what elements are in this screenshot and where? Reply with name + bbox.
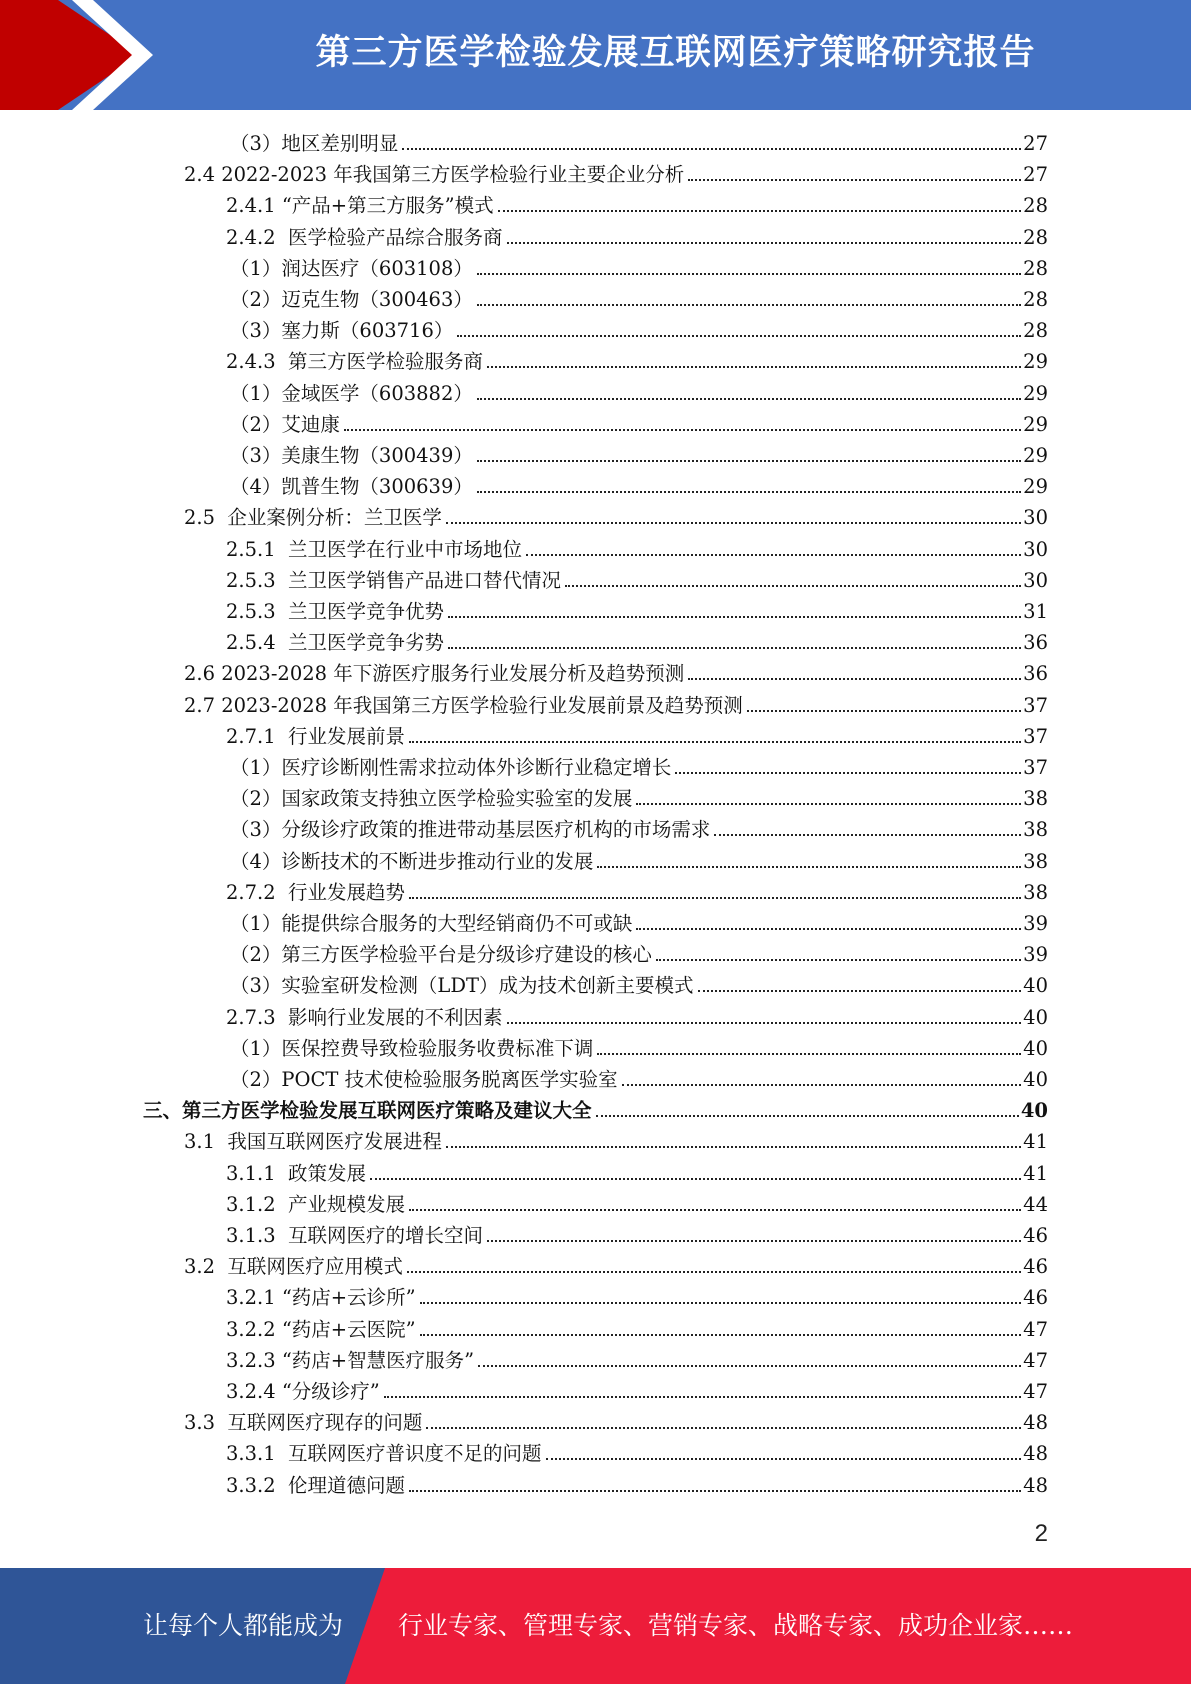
toc-entry[interactable] <box>226 187 1048 218</box>
toc-entry-label: 2.7 2023-2028 年我国第三方医学检验行业发展前景及趋势预测 <box>184 693 743 717</box>
toc-entry-label: 2.4.2 医学检验产品综合服务商 <box>226 225 503 249</box>
toc-entry-label: （1）医保控费导致检验服务收费标准下调 <box>230 1036 594 1060</box>
toc-entry-page: 37 <box>1023 693 1048 717</box>
toc-leader-dots <box>420 1302 1022 1304</box>
toc-entry-label: 3.2 互联网医疗应用模式 <box>184 1255 403 1279</box>
toc-entry[interactable] <box>230 468 1048 499</box>
toc-entry-label: （4）凯普生物（300639） <box>230 475 473 499</box>
toc-entry-label: （1）能提供综合服务的大型经销商仍不可或缺 <box>230 912 633 935</box>
toc-leader-dots <box>597 866 1021 868</box>
toc-entry-page: 29 <box>1023 381 1048 405</box>
toc-leader-dots <box>478 1365 1021 1367</box>
toc-entry-label: （3）实验室研发检测（LDT）成为技术创新主要模式 <box>230 974 694 998</box>
toc-leader-dots <box>409 741 1021 743</box>
toc-entry-page: 31 <box>1023 600 1048 623</box>
toc-entry-label: 3.2.1 “药店+云诊所” <box>226 1286 416 1310</box>
toc-entry-page: 48 <box>1023 1411 1048 1435</box>
toc-entry-label: （1）金域医学（603882） <box>230 381 473 405</box>
toc-entry-page: 38 <box>1023 818 1048 842</box>
toc-leader-dots <box>420 1334 1022 1336</box>
toc-entry-label: 2.4 2022-2023 年我国第三方医学检验行业主要企业分析 <box>184 163 685 187</box>
toc-leader-dots <box>477 491 1021 493</box>
toc-entry[interactable] <box>230 811 1048 842</box>
toc-entry-label: 3.1.2 产业规模发展 <box>226 1192 406 1216</box>
toc-entry-page: 46 <box>1023 1255 1048 1279</box>
toc-entry-label: （2）国家政策支持独立医学检验实验室的发展 <box>230 787 633 811</box>
toc-entry[interactable] <box>226 1435 1048 1466</box>
toc-entry-page: 40 <box>1023 974 1048 998</box>
toc-entry[interactable] <box>230 125 1048 156</box>
toc-entry[interactable] <box>230 312 1048 343</box>
toc-leader-dots <box>636 803 1021 805</box>
toc-entry-page: 46 <box>1023 1224 1048 1247</box>
toc-entry-page: 37 <box>1023 756 1048 779</box>
toc-entry-label: 3.2.4 “分级诊疗” <box>226 1380 380 1403</box>
toc-entry[interactable] <box>226 562 1048 593</box>
toc-entry-page: 40 <box>1023 1005 1048 1029</box>
toc-entry-page: 36 <box>1023 631 1048 655</box>
toc-entry[interactable] <box>184 499 1048 530</box>
toc-leader-dots <box>477 304 1021 306</box>
toc-leader-dots <box>507 1022 1022 1024</box>
toc-leader-dots <box>487 1240 1021 1242</box>
toc-leader-dots <box>409 1490 1021 1492</box>
toc-entry-page: 29 <box>1023 475 1048 499</box>
toc-entry[interactable] <box>230 1030 1048 1061</box>
toc-entry[interactable] <box>230 749 1048 780</box>
toc-entry[interactable] <box>184 655 1048 686</box>
toc-leader-dots <box>477 460 1021 462</box>
toc-entry-label: （3）分级诊疗政策的推进带动基层医疗机构的市场需求 <box>230 818 711 842</box>
toc-entry-label: 2.6 2023-2028 年下游医疗服务行业发展分析及趋势预测 <box>184 662 685 686</box>
toc-entry[interactable] <box>184 1123 1048 1154</box>
toc-entry-page: 29 <box>1023 444 1048 467</box>
toc-entry-label: （3）地区差别明显 <box>230 132 399 155</box>
toc-leader-dots <box>448 616 1021 618</box>
toc-entry[interactable] <box>230 843 1048 874</box>
toc-entry-label: （2）第三方医学检验平台是分级诊疗建设的核心 <box>230 943 652 967</box>
header-title: 第三方医学检验发展互联网医疗策略研究报告 <box>315 33 1036 73</box>
toc-leader-dots <box>446 1146 1021 1148</box>
toc-entry[interactable] <box>184 687 1048 718</box>
page-footer <box>0 1568 1191 1684</box>
toc-entry[interactable] <box>143 1092 1048 1123</box>
toc-entry-label: 3.1.1 政策发展 <box>226 1161 367 1185</box>
toc-leader-dots <box>622 1084 1022 1086</box>
toc-entry-label: 2.7.2 行业发展趋势 <box>226 880 406 904</box>
toc-entry-label: 3.1.3 互联网医疗的增长空间 <box>226 1224 484 1247</box>
toc-leader-dots <box>409 1209 1021 1211</box>
toc-entry[interactable] <box>230 780 1048 811</box>
toc-entry-page: 39 <box>1023 943 1048 967</box>
toc-leader-dots <box>714 834 1021 836</box>
toc-entry-page: 38 <box>1023 787 1048 811</box>
toc-leader-dots <box>596 1115 1019 1117</box>
toc-entry-page: 28 <box>1023 319 1048 343</box>
toc-leader-dots <box>656 959 1021 961</box>
toc-entry-label: （2）艾迪康 <box>230 412 340 436</box>
page-number: 2 <box>1034 1520 1048 1547</box>
toc-entry-label: （1）润达医疗（603108） <box>230 256 473 280</box>
toc-entry-page: 47 <box>1023 1348 1048 1372</box>
toc-entry-label: 三、第三方医学检验发展互联网医疗策略及建议大全 <box>143 1099 592 1123</box>
toc-entry[interactable] <box>226 999 1048 1030</box>
toc-entry-page: 40 <box>1023 1068 1048 1091</box>
toc-entry-page: 47 <box>1023 1317 1048 1341</box>
toc-entry[interactable] <box>184 156 1048 187</box>
toc-entry-page: 38 <box>1023 880 1048 904</box>
toc-entry-label: （3）塞力斯（603716） <box>230 319 454 343</box>
toc-entry-label: 3.2.2 “药店+云医院” <box>226 1317 416 1341</box>
footer-slogan-right: 行业专家、管理专家、营销专家、战略专家、成功企业家…… <box>398 1611 1074 1640</box>
toc-entry-page: 48 <box>1023 1473 1048 1497</box>
toc-entry-page: 46 <box>1023 1286 1048 1310</box>
toc-entry[interactable] <box>230 250 1048 281</box>
toc-leader-dots <box>507 242 1022 244</box>
toc-entry[interactable] <box>226 219 1048 250</box>
toc-entry[interactable] <box>226 1342 1048 1373</box>
toc-entry-page: 39 <box>1023 912 1048 935</box>
toc-leader-dots <box>477 273 1021 275</box>
toc-entry-label: 2.7.3 影响行业发展的不利因素 <box>226 1005 503 1029</box>
toc-entry[interactable] <box>230 437 1048 468</box>
toc-entry-page: 40 <box>1023 1036 1048 1060</box>
toc-leader-dots <box>565 585 1021 587</box>
toc-entry-label: （1）医疗诊断刚性需求拉动体外诊断行业稳定增长 <box>230 756 672 779</box>
toc-entry-label: 2.4.1 “产品+第三方服务”模式 <box>226 194 494 218</box>
toc-entry[interactable] <box>230 967 1048 998</box>
toc-entry[interactable] <box>226 874 1048 905</box>
toc-leader-dots <box>409 897 1021 899</box>
toc-entry-label: 3.2.3 “药店+智慧医疗服务” <box>226 1348 475 1372</box>
toc-entry-page: 28 <box>1023 256 1048 280</box>
toc-leader-dots <box>597 1053 1021 1055</box>
toc-leader-dots <box>344 429 1021 431</box>
toc-entry[interactable] <box>226 718 1048 749</box>
toc-leader-dots <box>698 990 1022 992</box>
toc-entry[interactable] <box>230 406 1048 437</box>
toc-entry-label: 2.5.1 兰卫医学在行业中市场地位 <box>226 537 523 561</box>
toc-entry-page: 41 <box>1023 1130 1048 1154</box>
toc-entry-page: 48 <box>1023 1442 1048 1466</box>
toc-entry[interactable] <box>184 1404 1048 1435</box>
toc-leader-dots <box>526 554 1021 556</box>
toc-entry[interactable] <box>226 593 1048 624</box>
toc-entry-page: 27 <box>1023 163 1048 187</box>
toc-entry-page: 38 <box>1023 849 1048 873</box>
toc-entry[interactable] <box>226 1186 1048 1217</box>
toc-entry-label: 3.3 互联网医疗现存的问题 <box>184 1411 423 1435</box>
toc-entry[interactable] <box>226 343 1048 374</box>
toc-leader-dots <box>457 335 1021 337</box>
footer-slogan-left: 让每个人都能成为 <box>143 1611 344 1640</box>
toc-leader-dots <box>407 1271 1021 1273</box>
toc-entry-label: 2.5.3 兰卫医学竞争优势 <box>226 600 445 623</box>
toc-entry[interactable] <box>226 1217 1048 1248</box>
toc-leader-dots <box>426 1427 1021 1429</box>
toc-entry-page: 28 <box>1023 225 1048 249</box>
toc-entry[interactable] <box>226 531 1048 562</box>
toc-entry-page: 30 <box>1023 506 1048 530</box>
toc-leader-dots <box>675 772 1021 774</box>
toc-entry-page: 29 <box>1023 350 1048 374</box>
toc-entry[interactable] <box>230 375 1048 406</box>
toc-entry-page: 28 <box>1023 288 1048 311</box>
toc-leader-dots <box>370 1178 1021 1180</box>
toc-entry-page: 27 <box>1023 132 1048 155</box>
toc-entry-label: 3.3.2 伦理道德问题 <box>226 1473 406 1497</box>
toc-entry-label: 3.3.1 互联网医疗普识度不足的问题 <box>226 1442 542 1466</box>
toc-entry-page: 44 <box>1023 1192 1048 1216</box>
toc-entry-label: （4）诊断技术的不断进步推动行业的发展 <box>230 849 594 873</box>
toc-leader-dots <box>546 1458 1022 1460</box>
toc-entry-label: 2.5 企业案例分析：兰卫医学 <box>184 506 442 530</box>
toc-leader-dots <box>487 366 1021 368</box>
toc-entry-page: 30 <box>1023 537 1048 561</box>
toc-entry[interactable] <box>226 1373 1048 1404</box>
toc-entry[interactable] <box>226 624 1048 655</box>
toc-entry[interactable] <box>226 1311 1048 1342</box>
toc-entry[interactable] <box>184 1248 1048 1279</box>
toc-entry-page: 47 <box>1023 1380 1048 1403</box>
toc-entry[interactable] <box>230 281 1048 312</box>
toc-entry[interactable] <box>226 1155 1048 1186</box>
toc-entry[interactable] <box>230 936 1048 967</box>
toc-leader-dots <box>448 647 1021 649</box>
toc-entry[interactable] <box>230 1061 1048 1092</box>
toc-leader-dots <box>402 148 1021 150</box>
page-header <box>0 0 1191 110</box>
toc-leader-dots <box>636 928 1021 930</box>
toc-leader-dots <box>747 710 1021 712</box>
toc-leader-dots <box>688 179 1021 181</box>
toc-entry[interactable] <box>230 905 1048 936</box>
toc-entry-label: （2）POCT 技术使检验服务脱离医学实验室 <box>230 1068 618 1091</box>
toc-entry-page: 28 <box>1023 194 1048 218</box>
toc-leader-dots <box>446 522 1021 524</box>
toc-leader-dots <box>384 1396 1021 1398</box>
toc-entry-label: （2）迈克生物（300463） <box>230 288 473 311</box>
toc-entry-page: 29 <box>1023 412 1048 436</box>
toc-entry-label: 2.4.3 第三方医学检验服务商 <box>226 350 484 374</box>
toc-entry-label: 2.5.3 兰卫医学销售产品进口替代情况 <box>226 568 562 592</box>
toc-entry[interactable] <box>226 1467 1048 1498</box>
toc-entry-page: 36 <box>1023 662 1048 686</box>
toc-entry-label: （3）美康生物（300439） <box>230 444 473 467</box>
toc-entry-label: 2.7.1 行业发展前景 <box>226 724 406 748</box>
toc-leader-dots <box>688 678 1021 680</box>
toc-entry-label: 2.5.4 兰卫医学竞争劣势 <box>226 631 445 655</box>
toc-entry[interactable] <box>226 1279 1048 1310</box>
toc-entry-page: 30 <box>1023 568 1048 592</box>
toc-entry-label: 3.1 我国互联网医疗发展进程 <box>184 1130 442 1154</box>
toc-leader-dots <box>498 210 1022 212</box>
toc-entry-page: 37 <box>1023 724 1048 748</box>
toc-leader-dots <box>477 398 1021 400</box>
toc-entry-page: 41 <box>1023 1161 1048 1185</box>
toc-entry-page: 40 <box>1020 1099 1048 1123</box>
